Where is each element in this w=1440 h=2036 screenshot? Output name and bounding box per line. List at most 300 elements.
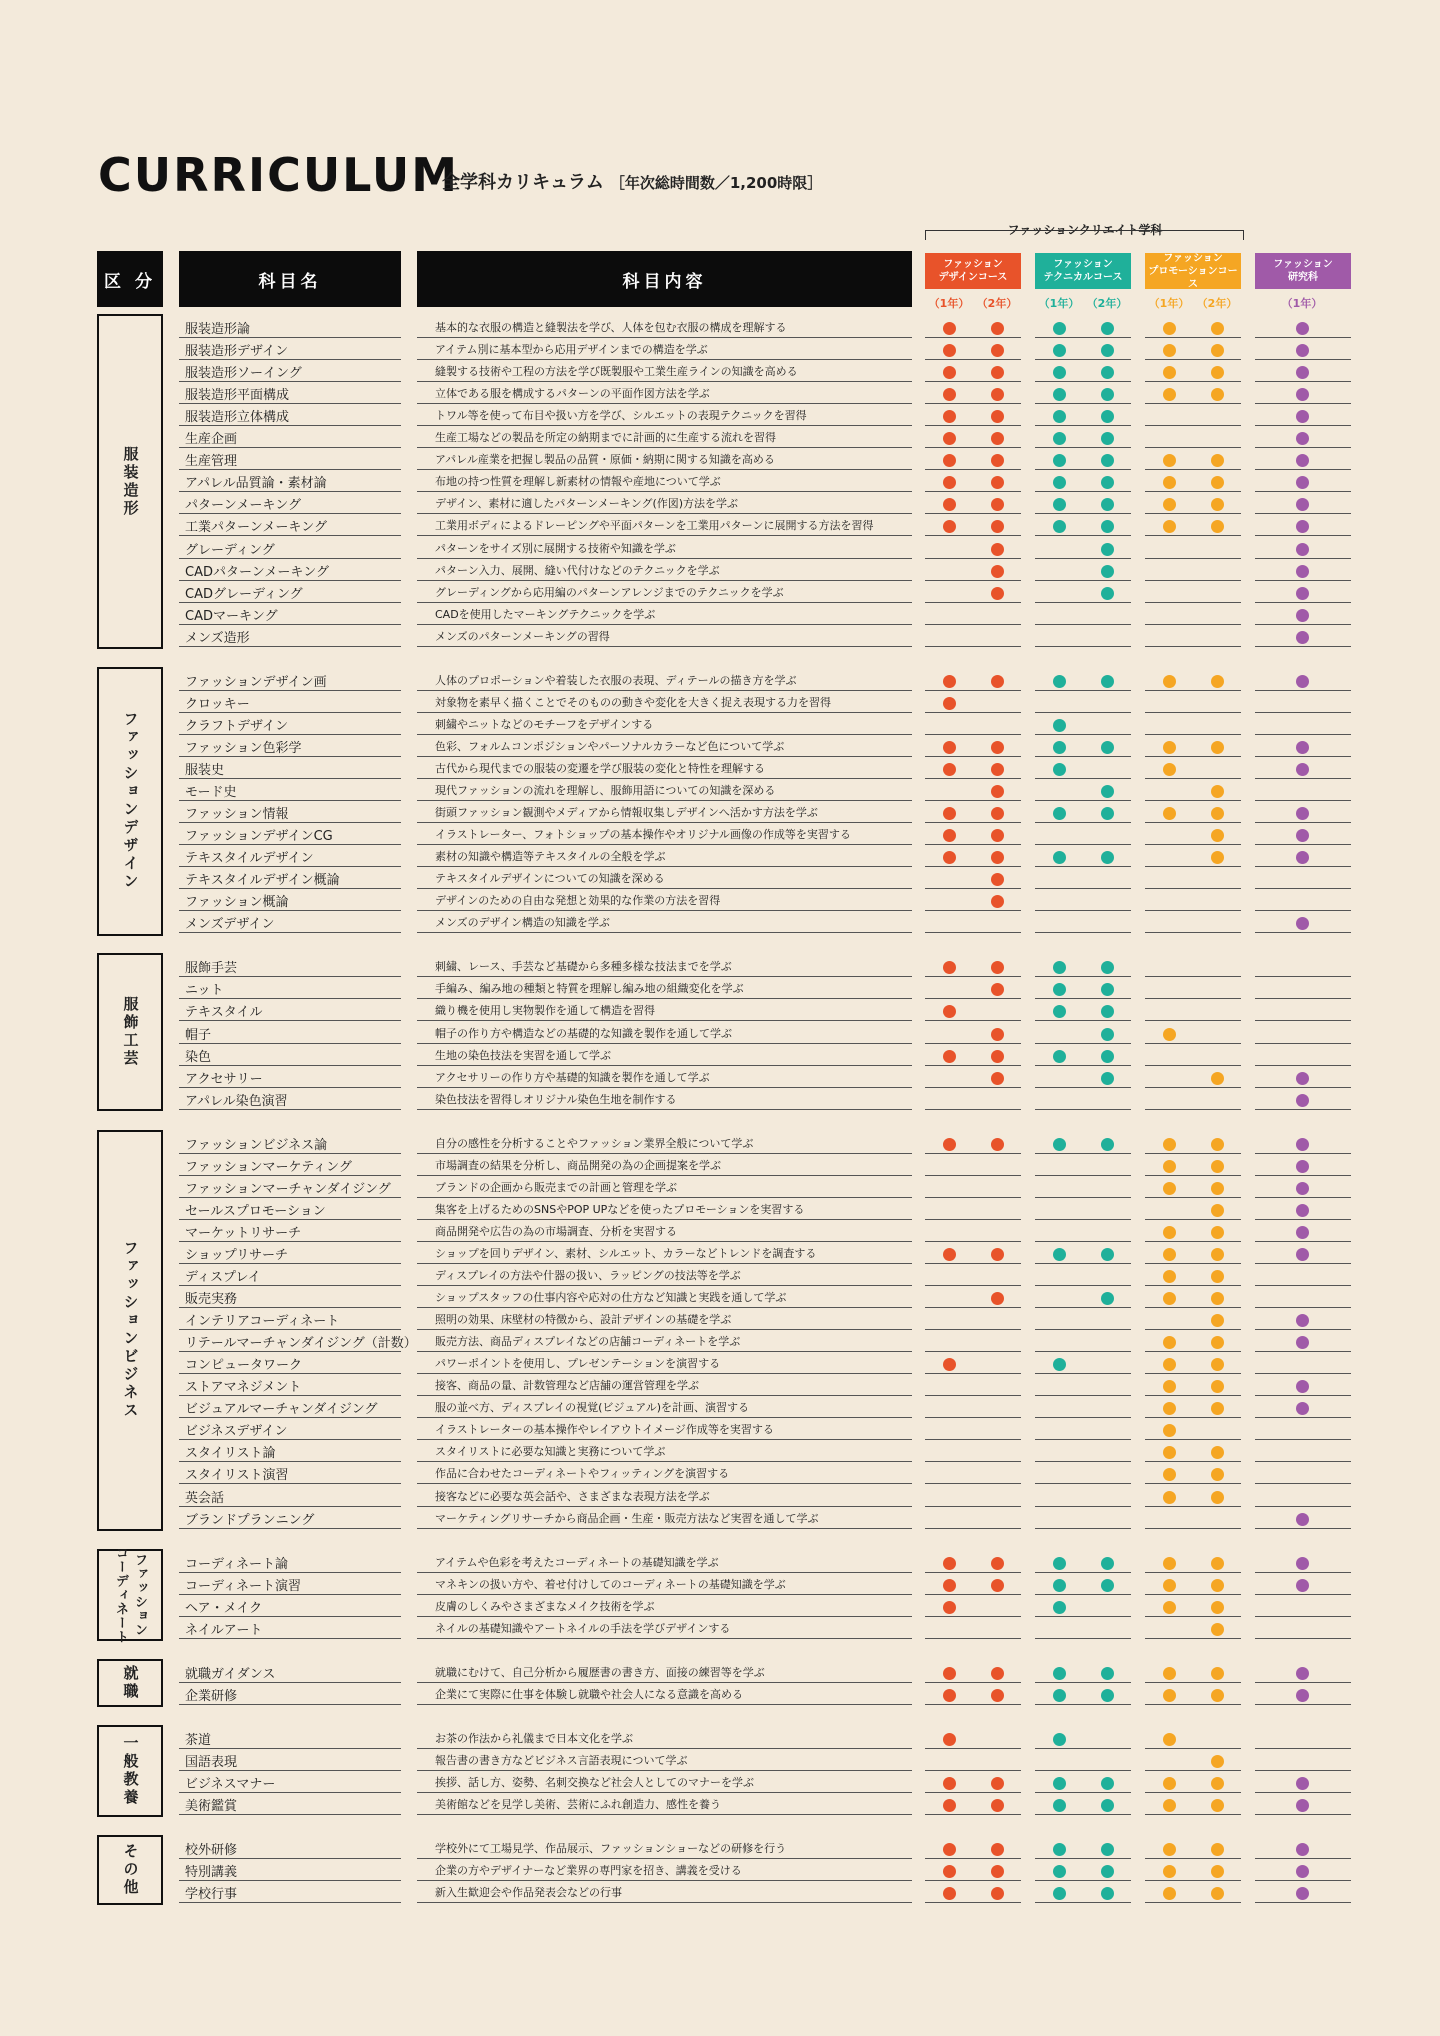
page-title: CURRICULUM <box>98 148 459 202</box>
subject-name: ファッションデザイン画 <box>185 674 327 690</box>
dot-design <box>943 1799 956 1812</box>
subject-name: 学校行事 <box>185 1887 238 1903</box>
table-row <box>0 1176 1440 1198</box>
dot-design <box>991 851 1004 864</box>
dot-design <box>943 1557 956 1570</box>
page-subtitle <box>442 168 822 194</box>
dot-promotion <box>1211 1623 1224 1636</box>
course-year-research: （1年） <box>1281 297 1323 310</box>
subject-name: ファッションマーチャンダイジング <box>185 1181 391 1197</box>
dot-technical <box>1053 1843 1066 1856</box>
dot-research <box>1296 1689 1309 1702</box>
dot-technical <box>1101 498 1114 511</box>
subject-name: 帽子 <box>185 1027 212 1043</box>
row-divider <box>1145 1528 1241 1529</box>
subject-description: 色彩、フォルムコンポジションやパーソナルカラーなど色について学ぶ <box>435 739 785 753</box>
dot-promotion <box>1211 366 1224 379</box>
row-divider <box>417 646 912 647</box>
row-divider <box>417 1528 912 1529</box>
dot-promotion <box>1211 1491 1224 1504</box>
dot-design <box>991 1292 1004 1305</box>
subject-name: ファッション概論 <box>185 895 289 911</box>
dot-promotion <box>1211 675 1224 688</box>
dot-promotion <box>1163 1468 1176 1481</box>
row-divider <box>1145 646 1241 647</box>
subject-description: 販売方法、商品ディスプレイなどの店舗コーディネートを学ぶ <box>435 1335 741 1349</box>
subject-name: 茶道 <box>185 1732 212 1748</box>
subject-description: 生産工場などの製品を所定の納期までに計画的に生産する流れを習得 <box>435 431 776 445</box>
row-divider <box>1035 1528 1131 1529</box>
subject-name: マーケットリサーチ <box>185 1225 302 1241</box>
dot-research <box>1296 476 1309 489</box>
dot-design <box>991 1072 1004 1085</box>
dot-design <box>991 1843 1004 1856</box>
dot-promotion <box>1211 1402 1224 1415</box>
course-header-technical <box>1035 253 1131 289</box>
dot-design <box>943 1843 956 1856</box>
dot-promotion <box>1163 1777 1176 1790</box>
dot-technical <box>1101 543 1114 556</box>
dot-technical <box>1053 410 1066 423</box>
dot-design <box>991 1887 1004 1900</box>
subject-name: ビジュアルマーチャンダイジング <box>185 1402 378 1418</box>
table-row <box>0 338 1440 360</box>
table-row <box>0 713 1440 735</box>
dot-design <box>991 432 1004 445</box>
row-divider <box>1145 1814 1241 1815</box>
dot-promotion <box>1211 1579 1224 1592</box>
subtitle-note: ［年次総時間数／1,200時限］ <box>609 174 823 192</box>
subject-name: 服装造形平面構成 <box>185 388 290 404</box>
subject-description: 商品開発や広告の為の市場調査、分析を実習する <box>435 1224 677 1238</box>
dot-promotion <box>1211 1248 1224 1261</box>
subject-name: メンズデザイン <box>185 917 275 933</box>
table-row <box>0 1859 1440 1881</box>
dot-technical <box>1053 763 1066 776</box>
subject-name: クロッキー <box>185 696 250 712</box>
table-row <box>0 1617 1440 1639</box>
dot-design <box>991 454 1004 467</box>
dot-research <box>1296 1843 1309 1856</box>
dot-promotion <box>1163 1843 1176 1856</box>
subject-name: ビジネスデザイン <box>185 1424 288 1440</box>
dot-research <box>1296 344 1309 357</box>
dot-technical <box>1053 961 1066 974</box>
dot-design <box>943 675 956 688</box>
dot-promotion <box>1211 1601 1224 1614</box>
dot-promotion <box>1163 1733 1176 1746</box>
subject-description: パターンをサイズ別に展開する技術や知識を学ぶ <box>435 541 676 555</box>
dot-design <box>943 476 956 489</box>
dot-promotion <box>1163 1579 1176 1592</box>
dot-technical <box>1053 520 1066 533</box>
subject-name: テキスタイルデザイン <box>185 851 314 867</box>
dot-research <box>1296 1182 1309 1195</box>
dot-design <box>943 1005 956 1018</box>
dot-technical <box>1101 1579 1114 1592</box>
dot-research <box>1296 609 1309 622</box>
course-header-line1: ファッション <box>1273 259 1333 270</box>
table-row <box>0 801 1440 823</box>
course-year-technical: （1年） <box>1038 297 1080 310</box>
dot-research <box>1296 388 1309 401</box>
dot-design <box>943 1138 956 1151</box>
dot-technical <box>1053 1799 1066 1812</box>
dot-technical <box>1053 1005 1066 1018</box>
dot-design <box>991 983 1004 996</box>
dot-technical <box>1101 454 1114 467</box>
subject-name: コーディネート論 <box>185 1556 288 1572</box>
dot-promotion <box>1211 1138 1224 1151</box>
dot-promotion <box>1163 1424 1176 1437</box>
header-subject: 科目名 <box>179 251 401 307</box>
subject-description: アイテムや色彩を考えたコーディネートの基礎知識を学ぶ <box>435 1555 719 1569</box>
dot-technical <box>1101 1050 1114 1063</box>
dot-design <box>943 1667 956 1680</box>
course-year-promotion: （2年） <box>1196 297 1238 310</box>
dot-technical <box>1053 344 1066 357</box>
table-row <box>0 1220 1440 1242</box>
dot-promotion <box>1163 366 1176 379</box>
subject-description: 企業にて実際に仕事を体験し就職や社会人になる意識を高める <box>435 1687 743 1701</box>
table-row <box>0 911 1440 933</box>
dot-promotion <box>1163 1667 1176 1680</box>
dot-technical <box>1101 807 1114 820</box>
row-divider <box>1255 1109 1351 1110</box>
subject-name: ニット <box>185 983 224 999</box>
table-row <box>0 779 1440 801</box>
dot-design <box>943 1733 956 1746</box>
subject-name: メンズ造形 <box>185 630 250 646</box>
table-row <box>0 448 1440 470</box>
row-divider <box>1035 1902 1131 1903</box>
dot-research <box>1296 1204 1309 1217</box>
row-divider <box>179 932 401 933</box>
dot-research <box>1296 322 1309 335</box>
subject-description: 挨拶、話し方、姿勢、名刺交換など社会人としてのマナーを学ぶ <box>435 1776 754 1789</box>
subject-name: CADパターンメーキング <box>185 564 329 580</box>
subject-description: パターン入力、展開、縫い代付けなどのテクニックを学ぶ <box>435 563 720 577</box>
row-divider <box>1035 1704 1131 1705</box>
table-row <box>0 1440 1440 1462</box>
dot-design <box>943 1865 956 1878</box>
subject-name: CADグレーディング <box>185 586 303 602</box>
row-divider <box>1145 1109 1241 1110</box>
dot-promotion <box>1211 1755 1224 1768</box>
subject-description: イラストレーター、フォトショップの基本操作やオリジナル画像の作成等を実習する <box>435 828 851 842</box>
dot-technical <box>1101 432 1114 445</box>
dot-research <box>1296 1513 1309 1526</box>
category-label: コーディネート <box>113 1545 128 1644</box>
dot-technical <box>1101 410 1114 423</box>
subject-description: イラストレーターの基本操作やレイアウトイメージ作成等を実習する <box>435 1423 774 1437</box>
dot-research <box>1296 675 1309 688</box>
subject-name: ショップリサーチ <box>185 1247 288 1263</box>
row-divider <box>925 646 1021 647</box>
dot-promotion <box>1211 520 1224 533</box>
dot-design <box>991 675 1004 688</box>
dot-promotion <box>1163 1358 1176 1371</box>
dot-design <box>991 1248 1004 1261</box>
row-divider <box>1255 1704 1351 1705</box>
category-label: その他 <box>121 1843 140 1898</box>
dot-design <box>943 366 956 379</box>
subject-description: 照明の効果、床壁材の特徴から、設計デザインの基礎を学ぶ <box>435 1313 732 1327</box>
dot-promotion <box>1163 1248 1176 1261</box>
course-header-design <box>925 253 1021 289</box>
dot-design <box>943 1358 956 1371</box>
table-row <box>0 1771 1440 1793</box>
subject-name: ファッションデザインCG <box>185 829 333 845</box>
table-row <box>0 1044 1440 1066</box>
table-row <box>0 999 1440 1021</box>
row-divider <box>417 1902 912 1903</box>
dot-design <box>991 1050 1004 1063</box>
subject-description: メンズのデザイン構造の知識を学ぶ <box>435 916 610 930</box>
dot-promotion <box>1163 1557 1176 1570</box>
table-row <box>0 1352 1440 1374</box>
dot-research <box>1296 1865 1309 1878</box>
dot-promotion <box>1211 322 1224 335</box>
category-label: 服飾工芸 <box>121 996 140 1069</box>
dot-promotion <box>1211 1336 1224 1349</box>
category-label: ファッションデザイン <box>121 711 140 892</box>
dot-technical <box>1101 587 1114 600</box>
table-row <box>0 1286 1440 1308</box>
header-category: 区 分 <box>97 251 163 307</box>
row-divider <box>179 646 401 647</box>
dot-research <box>1296 631 1309 644</box>
table-row <box>0 1396 1440 1418</box>
course-header-line2: デザインコース <box>938 272 1008 283</box>
dot-technical <box>1101 741 1114 754</box>
subject-description: 帽子の作り方や構造などの基礎的な知識を製作を通して学ぶ <box>435 1026 732 1040</box>
dot-research <box>1296 1138 1309 1151</box>
dot-technical <box>1101 961 1114 974</box>
subject-description: ショップを回りデザイン、素材、シルエット、カラーなどトレンドを調査する <box>435 1246 817 1260</box>
row-divider <box>925 1638 1021 1639</box>
table-row <box>0 1462 1440 1484</box>
dot-design <box>991 587 1004 600</box>
table-row <box>0 603 1440 625</box>
table-row <box>0 1595 1440 1617</box>
row-divider <box>417 1814 912 1815</box>
row-divider <box>1255 1814 1351 1815</box>
dot-technical <box>1053 1138 1066 1151</box>
row-divider <box>925 932 1021 933</box>
course-header-line2: テクニカルコース <box>1043 272 1123 283</box>
dot-research <box>1296 917 1309 930</box>
dot-promotion <box>1211 741 1224 754</box>
subject-name: ネイルアート <box>185 1622 263 1638</box>
subject-description: ブランドの企画から販売までの計画と管理を学ぶ <box>435 1180 677 1194</box>
dot-promotion <box>1211 1292 1224 1305</box>
subject-description: 刺繍、レース、手芸など基礎から多種多様な技法までを学ぶ <box>435 960 732 974</box>
dot-design <box>991 807 1004 820</box>
subject-name: ファッションビジネス論 <box>185 1137 328 1153</box>
dot-promotion <box>1211 1667 1224 1680</box>
dot-technical <box>1053 454 1066 467</box>
subject-name: スタイリスト論 <box>185 1446 276 1462</box>
dot-technical <box>1053 322 1066 335</box>
course-header-line1: ファッション <box>1053 259 1113 270</box>
dot-research <box>1296 1579 1309 1592</box>
row-divider <box>179 1704 401 1705</box>
dot-promotion <box>1163 675 1176 688</box>
subject-description: マーケティングリサーチから商品企画・生産・販売方法など実習を通して学ぶ <box>435 1511 819 1525</box>
dot-technical <box>1053 476 1066 489</box>
course-header-line1: ファッション <box>1163 252 1223 264</box>
subject-name: モード史 <box>185 785 237 800</box>
dot-design <box>943 763 956 776</box>
table-row <box>0 1661 1440 1683</box>
dot-research <box>1296 1799 1309 1812</box>
table-row <box>0 977 1440 999</box>
dot-promotion <box>1211 1380 1224 1393</box>
subject-description: 就職にむけて、自己分析から履歴書の書き方、面接の練習等を学ぶ <box>435 1665 765 1679</box>
dot-research <box>1296 1380 1309 1393</box>
subject-name: 英会話 <box>185 1490 225 1506</box>
row-divider <box>1255 646 1351 647</box>
subject-name: アパレル品質論・素材論 <box>185 476 327 492</box>
dot-promotion <box>1163 1028 1176 1041</box>
table-row <box>0 1264 1440 1286</box>
dot-research <box>1296 763 1309 776</box>
subject-name: コーディネート演習 <box>185 1578 301 1594</box>
subject-name: セールスプロモーション <box>185 1203 326 1219</box>
subject-description: 街頭ファッション観測やメディアから情報収集しデザインへ活かす方法を学ぶ <box>435 806 818 820</box>
dot-technical <box>1101 565 1114 578</box>
table-row <box>0 1132 1440 1154</box>
dot-research <box>1296 1777 1309 1790</box>
dot-technical <box>1053 1689 1066 1702</box>
subject-name: 生産企画 <box>185 432 238 448</box>
dot-technical <box>1101 1667 1114 1680</box>
row-divider <box>1145 1902 1241 1903</box>
dot-promotion <box>1211 1182 1224 1195</box>
table-row <box>0 1308 1440 1330</box>
dot-design <box>943 807 956 820</box>
dot-research <box>1296 565 1309 578</box>
dot-promotion <box>1211 1314 1224 1327</box>
header-content: 科目内容 <box>417 251 912 307</box>
dot-promotion <box>1163 807 1176 820</box>
dot-technical <box>1101 1072 1114 1085</box>
dot-promotion <box>1163 1226 1176 1239</box>
table-row <box>0 581 1440 603</box>
table-row <box>0 691 1440 713</box>
dot-research <box>1296 454 1309 467</box>
dot-design <box>943 851 956 864</box>
dot-technical <box>1053 1865 1066 1878</box>
dot-technical <box>1053 741 1066 754</box>
dot-design <box>943 1050 956 1063</box>
row-divider <box>925 1109 1021 1110</box>
table-row <box>0 404 1440 426</box>
row-divider <box>1035 1638 1131 1639</box>
subject-name: グレーディング <box>185 542 275 558</box>
dot-promotion <box>1211 388 1224 401</box>
dot-technical <box>1053 807 1066 820</box>
dot-technical <box>1101 344 1114 357</box>
row-divider <box>925 1528 1021 1529</box>
table-row <box>0 889 1440 911</box>
dot-design <box>991 1799 1004 1812</box>
dot-technical <box>1053 851 1066 864</box>
dot-promotion <box>1211 1799 1224 1812</box>
subject-description: パワーポイントを使用し、プレゼンテーションを演習する <box>435 1357 721 1371</box>
dot-technical <box>1053 1248 1066 1261</box>
dot-research <box>1296 1248 1309 1261</box>
subject-name: 服装造形立体構成 <box>185 410 290 426</box>
dot-promotion <box>1211 1072 1224 1085</box>
dot-technical <box>1053 675 1066 688</box>
subject-description: 刺繍やニットなどのモチーフをデザインする <box>435 717 654 731</box>
table-row <box>0 559 1440 581</box>
dot-promotion <box>1211 1270 1224 1283</box>
subject-name: 服装史 <box>185 762 225 778</box>
row-divider <box>417 1704 912 1705</box>
dot-design <box>991 961 1004 974</box>
course-header-promotion <box>1145 253 1241 289</box>
dot-design <box>991 1865 1004 1878</box>
row-divider <box>1145 1704 1241 1705</box>
subject-description: グレーディングから応用編のパターンアレンジまでのテクニックを学ぶ <box>435 585 784 599</box>
subject-description: 美術館などを見学し美術、芸術にふれ創造力、感性を養う <box>435 1798 721 1812</box>
dot-promotion <box>1163 1182 1176 1195</box>
subject-name: 国語表現 <box>185 1754 238 1770</box>
row-divider <box>1035 1109 1131 1110</box>
dot-promotion <box>1211 1204 1224 1217</box>
subject-name: ビジネスマナー <box>185 1777 276 1792</box>
table-row <box>0 1242 1440 1264</box>
course-header-line2: 研究科 <box>1288 272 1318 283</box>
dot-promotion <box>1163 344 1176 357</box>
row-divider <box>179 1902 401 1903</box>
subject-description: ショップスタッフの仕事内容や応対の仕方など知識と実践を通して学ぶ <box>435 1291 787 1305</box>
subject-description: スタイリストに必要な知識と実務について学ぶ <box>435 1445 666 1459</box>
subject-name: ヘア・メイク <box>185 1600 263 1616</box>
dot-design <box>991 1028 1004 1041</box>
dot-technical <box>1053 1557 1066 1570</box>
row-divider <box>1255 932 1351 933</box>
dot-research <box>1296 543 1309 556</box>
subject-name: 染色 <box>185 1049 212 1065</box>
subject-name: 服飾手芸 <box>185 961 238 977</box>
dot-promotion <box>1163 1336 1176 1349</box>
dot-design <box>943 697 956 710</box>
dot-design <box>943 1689 956 1702</box>
dot-promotion <box>1163 1270 1176 1283</box>
category-label: 服装造形 <box>121 445 140 518</box>
row-divider <box>1255 1528 1351 1529</box>
dot-research <box>1296 1226 1309 1239</box>
row-divider <box>1255 1902 1351 1903</box>
dot-promotion <box>1163 1865 1176 1878</box>
table-row <box>0 1727 1440 1749</box>
dot-promotion <box>1211 1468 1224 1481</box>
row-divider <box>417 1109 912 1110</box>
dot-technical <box>1053 366 1066 379</box>
subject-description: 染色技法を習得しオリジナル染色生地を制作する <box>435 1092 677 1106</box>
table-row <box>0 1066 1440 1088</box>
subject-name: ファッション情報 <box>185 807 289 823</box>
row-divider <box>1145 1638 1241 1639</box>
course-header-line1: ファッション <box>943 259 1003 270</box>
course-year-technical: （2年） <box>1086 297 1128 310</box>
dot-design <box>991 873 1004 886</box>
dot-promotion <box>1211 1689 1224 1702</box>
